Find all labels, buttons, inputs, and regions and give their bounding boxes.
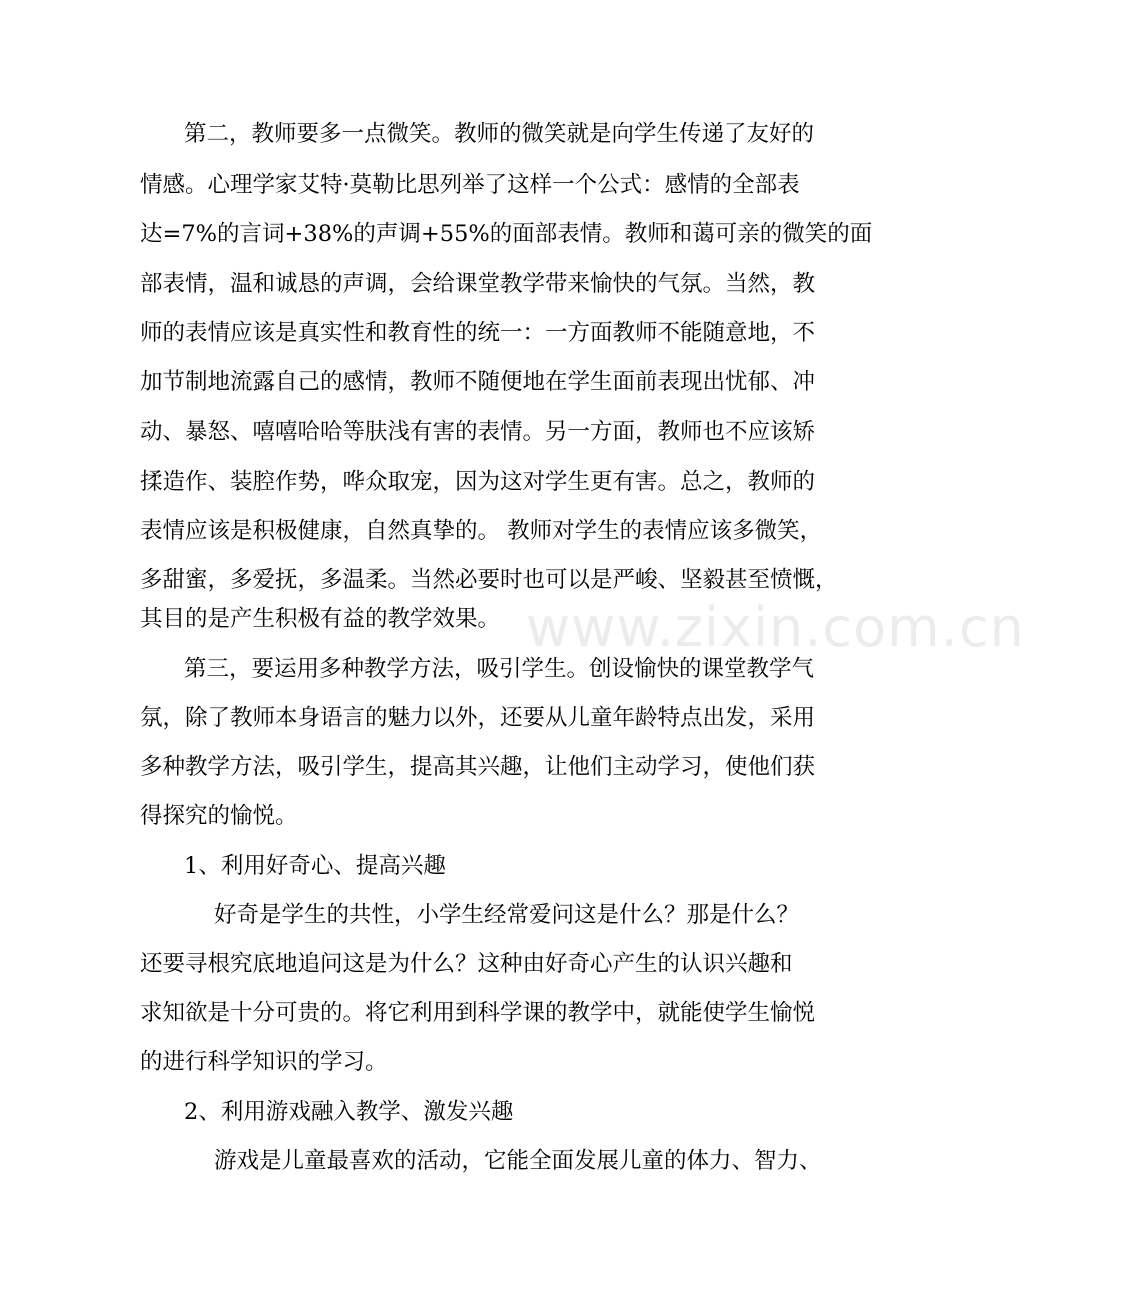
text-line: 还要寻根究底地追问这是为什么？这种由好奇心产生的认识兴趣和 [140, 951, 793, 977]
text-line: 的进行科学知识的学习。 [140, 1049, 388, 1075]
text-line: 部表情，温和诚恳的声调，会给课堂教学带来愉快的气氛。当然，教 [140, 271, 816, 297]
section-heading: 2、利用游戏融入教学、激发兴趣 [184, 1099, 514, 1125]
text-line: 游戏是儿童最喜欢的活动，它能全面发展儿童的体力、智力、 [214, 1148, 822, 1174]
text-line: 氛，除了教师本身语言的魅力以外，还要从儿童年龄特点出发，采用 [140, 705, 816, 731]
text-line: 求知欲是十分可贵的。将它利用到科学课的教学中，就能使学生愉悦 [140, 1000, 816, 1026]
text-line: 师的表情应该是真实性和教育性的统一：一方面教师不能随意地，不 [140, 320, 816, 346]
text-line: 揉造作、装腔作势，哗众取宠，因为这对学生更有害。总之，教师的 [140, 469, 816, 495]
text-line: 动、暴怒、嘻嘻哈哈等肤浅有害的表情。另一方面，教师也不应该矫 [140, 419, 816, 445]
text-line: 多种教学方法，吸引学生，提高其兴趣，让他们主动学习，使他们获 [140, 754, 816, 780]
text-line: 第二，教师要多一点微笑。教师的微笑就是向学生传递了友好的 [184, 121, 815, 147]
text-line: 情感。心理学家艾特·莫勒比思列举了这样一个公式：感情的全部表 [140, 172, 800, 198]
watermark: www.zixin.com.cn [526, 596, 1025, 659]
text-line: 得探究的愉悦。 [140, 803, 298, 829]
text-line: 表情应该是积极健康，自然真挚的。 教师对学生的表情应该多微笑， [140, 518, 823, 544]
text-line: 达=7%的言词+38%的声调+55%的面部表情。教师和蔼可亲的微笑的面 [140, 221, 873, 247]
text-line: 第三，要运用多种教学方法，吸引学生。创设愉快的课堂教学气 [184, 656, 815, 682]
text-line: 多甜蜜，多爱抚，多温柔。当然必要时也可以是严峻、坚毅甚至愤慨， [140, 567, 838, 593]
text-line: 好奇是学生的共性，小学生经常爱问这是什么？那是什么？ [214, 902, 800, 928]
text-line: 加节制地流露自己的感情，教师不随便地在学生面前表现出忧郁、冲 [140, 369, 816, 395]
section-heading: 1、利用好奇心、提高兴趣 [184, 853, 446, 879]
text-line: 其目的是产生积极有益的教学效果。 [140, 606, 501, 632]
